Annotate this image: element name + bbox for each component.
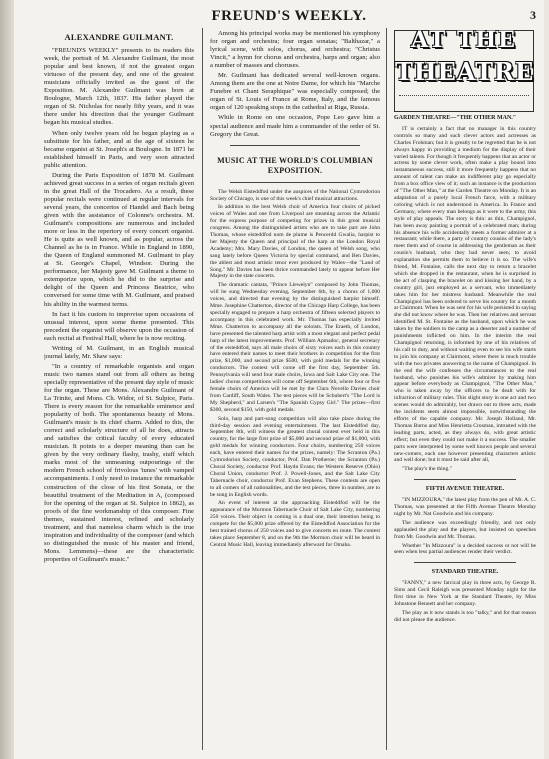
paragraph: "IN MIZZOURA," the latest play from the pen of Mr. A. C. Thomas, was presented at the Fifth Avenue Theatre Monday night by Mr. Nat Goodwin and his company. [394,497,536,517]
garden-theatre-review [394,126,536,473]
column-rule [386,28,387,750]
fifth-avenue-review [394,497,536,556]
masthead-title: FREUND'S WEEKLY. [211,8,367,24]
paragraph: During the Paris Exposition of 1878 M. Guilmant achieved great success in a series of organ recitals given in the great Hall of the Trocadero. As a result, these popular recitals were continued at regular intervals for several years, the concertos of Handel and Bach being given with the assistance of Colonne's orchestra. M. Guilmant's compositions are numerous and included more or less in the repertory of every concert organist. He is quite as well known, and as popular, across the Channel as he is in France. While in England in 1890, the Queen of England summoned M. Guilmant to play at St. George's Chapel, Windsor. During the performance, her Majesty gave M. Guilmant a theme to extemporize upon, which he did to the surprise and delight of the Queen and Princess Beatrice, who conversed for some time with M. Guilmant, and praised his ability in the warmest terms. [44,171,194,308]
paragraph: The dramatic cantata, "Prince Llewelyn" composed by John Thomas, will be sung Wednesday evening, September 6th, by a chorus of 1,000 voices, and directed that evening by the distinguished harpist himself. Mme. Josephine Chatterton, director of the Chicago Harp College, has been specially engaged to prepare a harp orchestra of fifteen selected players to accompany in this celebrated work. Mr. Thomas has especially invited Mme. Chatterton to accompany all the soloists. The Eraeth, of London, have presented the talented harp artist with a most elegant and perfect pedal harp of the latest improvements. Prof. William Apmadoc, general secretary of the eisteddfod, says all male choirs of sixty voices each in this country have entered their names to meet their brothers in competition for the first prize, $1,000, and second prize $500, with gold medals for the winning conductors. The contest will come off the first day, September 5th. Pennsylvania will send four male choirs, Iowa and Salt Lake City one. The ladies' chorus competitions will come off September 6th, where four or five female choirs of America will be met by the Clara Novello Davies choir from Cardiff, South Wales. The test pieces will be Schubert's "The Lord is My Shepherd," and Larsen's "The Spanish Gypsy Girl." The prizes—first $300, second $150, with gold medals. [210,282,380,413]
guilmant-article-body [44,47,194,564]
fifth-avenue-heading: FIFTH AVENUE THEATRE. [425,485,505,493]
article-heading-guilmant: ALEXANDRE GUILMANT. [64,32,174,42]
column-exposition [210,30,380,750]
logo-text-line-2: THEATRE [395,57,535,86]
garden-theatre-caption: GARDEN THEATRE—"THE OTHER MAN." [394,115,517,121]
page-number: 3 [530,8,536,22]
article-heading-exposition: MUSIC AT THE WORLD'S COLUMBIAN EXPOSITION. [217,155,373,175]
standard-theatre-heading: STANDARD THEATRE. [431,568,499,576]
paragraph: The Welsh Eisteddfod under the auspices of the National Cymrodorion Society of Chicago, is one of this week's chief musical attractions. [210,188,380,202]
divider [230,145,360,146]
paragraph: "In a country of remarkable organists and organ music two names stand out from all others as being specially representative of the present day style of music for the organ. These are Mons. Alexandre Guilmant of La Trinite, and Mons. Ch. Widor, of St. Sulpice, Paris. There is every reason for the remarkable eminence and popularity of both. The spontaneous beauty of Mons. Guilmant's music is its chief charm. Added to this, the correct and scholarly structure of all he does, attracts and satisfies the critical faculty of every educated musician. It points to a deeper meaning than can be given by the very ordinary flashy, trashy, stuff which marks most of the unmeaning outpourings of the modern French school of frivolous 'tunes' with vamped accompaniments. I only need to instance the remarkable construction of the close of his first Sonata, or the beautiful treatment of the Meditation in A, (composed for the opening of the organ at St. Sulpice in 1862), as proofs of the fine workmanship of this composer. Fine themes, sustained interest, refined and scholarly treatment, and that nameless charm which is the true inspiration and individuality of the composer (and which so distinguished the music of his master and friend, Mons. Lemmens)—these are the characteristic properties of Guilmant's music." [44,362,194,563]
paragraph: In fact it his custom to improvise upon occasions of unusual interest, upon some theme presented. This precedent the organist will observe upon the occasion of each recital at Festival Hall, where he is now reciting. [44,310,194,342]
paragraph: An event of interest at the approaching Eisteddfod will be the appearance of the Mormon Tabernacle Choir of Salt Lake City, numbering 250 voices. Their object in coming is a dual one, their intention being to compete for the $5,000 prize offered by the Eisteddfod Association for the best trained chorus of 250 voices and to give concerts en route. The contest takes place September 8, and on the 9th the Mormon choir will be heard in Central Music Hall, leaving immediately afterward for Omaha. [210,500,380,548]
standard-theatre-review [394,580,536,623]
logo-text-line-1: AT THE [411,30,517,53]
column-guilmant [44,30,194,750]
paragraph: Among his principal works may be mentioned his symphony for organ and orchestra; four organ sonatas; "Balthazar," a lyrical scene, with solos, chorus, and orchestra; "Christus Vincit," a hymn for chorus and orchestra, harps and organ; also a number of masses and choruses. [210,30,380,70]
newspaper-page [14,0,544,759]
guilmant-article-continued [210,30,380,139]
paragraph: The play as it now stands is too "talky," and for that reason did not please the audience. [394,609,536,623]
paragraph: "FREUND'S WEEKLY" presents to its readers this week, the portrait of M. Alexandre Guilmant, the most popular and best known, if not the greatest organ virtuoso of the present day, and one of the greatest musicians officially invited as the guest of the Exposition. M. Alexandre Guilmant was born at Boulogne, March 12th, 1837. His father played the organ of St. Nicholas for nearly fifty years, and it was there under his direction that the younger Guilmant began his musical studies. [44,47,194,127]
paragraph: When only twelve years old he began playing as a substitute for his father, and at the age of sixteen he became organist at St. Joseph's at Boulogne. In 1871 he established himself in Paris, and very soon attracted public attention. [44,129,194,169]
exposition-article-body [210,189,380,549]
scan-binding-shadow [0,0,14,759]
paragraph: Writing of M. Guilmant, in an English musical journal lately, Mr. Shaw says: [44,344,194,360]
column-rule [202,28,203,750]
paragraph: Whether "In Mizzoura" is a decided success or not will be seen when less partial audiences render their verdict. [394,542,536,556]
at-the-theatre-logo [394,30,534,112]
divider [414,479,516,480]
column-theatre [394,30,536,750]
paragraph: Mr. Guilmant has dedicated several well-known organs. Among them are the one at Notre Dame, for which his "Marche Funebre et Chant Seraphique" was especially composed; the organ of St. Louis of France at Rome, Italy, and the famous organ of 120 speaking stops in the cathedral at Riga, Russia. [210,72,380,112]
paragraph: In addition to the best Welsh choir of America four choirs of picked voices of Wales and one from Liverpool are steaming across the Atlantic for the express purpose of competing for prizes in this great musical congress. Among the distinguished artists who are to take part are John Thomas, whose eisteddfod nom de plume is Pencerdd Gwalia, harpist to her Majesty the Queen and principal of the harp at the London Royal Academy; Mrs. Mary Davies, of London, the queen of Welsh song, who sang lately before Queen Victoria by special command, and Ben Davies, the ablest and most artistic tenor ever produced by Wales—the "Land of Song." Mr. Davies has been thrice commanded lately to appear before Her Majesty in the state concerts. [210,204,380,280]
paragraph: "FANNY," a new farcical play in three acts, by George R. Sims and Cecil Raleigh was presented Monday night for the first time in New York at the Standard Theatre, by Miss Johnstone Bennett and her company. [394,580,536,607]
divider [230,182,360,183]
paragraph: Solo, harp and part-song competition will also take place during the third-day session and evening entertainment. The last Eisteddfod day, September 8th, will witness the greatest choral contest ever held in this country, for the large first prize of $5,000 and second prize of $1,000, with gold medals for winning conductors. Four choirs, numbering 250 voices each, have entered their names for the prizes, namely: The Scranton (Pa.) Cymrodorion Society, conductor, Prof. Dan Protheroe; the Scranton (Pa.) Choral Society, conductor Prof. Haydn Evans; the Western Reserve (Ohio) Choral Union, conductor Prof. J. Powell-Jones, and the Salt Lake City Tabernacle choir, conductor Prof. Evan Stephens. These contests are open to all comers of all nationalities, and the test pieces, three in number, are to be sung in English words. [210,415,380,498]
paragraph: The audience was exceedingly friendly, and not only applauded the play and the players, but insisted on speeches from Mr. Goodwin and Mr. Thomas. [394,519,536,540]
paragraph: IT is certainly a fact that no manager in this country controls so many and such clever actors and actresses as Charles Frohman; but it is greatly to be regretted that he is not always happy in providing a medium for the display of their varied talents. For though it frequently happens that an actor or actress by some clever work, often make a play bound into instantaneous success, still it more frequently happens that no amount of talent can make an indifferent play go especially from a box office view of it; such an instance is the production of "The Other Man," at the Garden Theatre on Monday. It is an adaptation of a purely local French farce, with a military coloring which is not understood in America. In France and Germany, where every man belongs as it were to the army, this style of play appeals. The story is thin: as thin, Champignol, has been away painting a portrait of a celebrated man; during his absence his wife accidentally meets a former admirer at a restaurant; while there, a party of country cousins of the lady's meet them and of course in addressing the gentleman as their cousin's husband, who they had never seen; to avoid explanation she permits them to believe it is so. The wife's friend, M. Fontaine, calls the next day to return a bracelet which she dropped in the restaurant, when he is surprised in the act of clasping the bracelet on and kissing her hand, by a country girl, just employed as a servant, who immediately takes him for her mistress husband. Meanwhile the real Champignol has been ordered to serve his country for a month at Clairmont. When he was sent for his wife persisted in saying she did not know where he was. Then her relatives and servant identified M. St. Fontaine as the husband, upon which he was taken by the soldiers to the camp as a deserter and a number of punishments inflicted on him. In the interim the real Champignol returning, is informed by one of his relatives of his call to duty, and without waiting even to see his wife starts to join his company at Clairmont, where there is much trouble with the two privates answering to the name of Champignol. In the end the wife confesses the circumstances to the real husband, who punishes his wife's admirer by making him appear before everybody as Champignol, "The Other Man," who is taken away by the officers to be dealt with for infraction of military rules. This slight story in one act and two scenes would do admirably, but drawn out to three acts, made the incidents seem almost impossible, notwithstanding the efforts of the capable company. Mr. Joseph Holland, Mr. Thomas Burns and Miss Henrietta Crosman, intrusted with the leading parts, acted, as they always do, with great artistic effect; but even they could not make it a success. The smaller parts were interpreted by some well known people and several new-comers, each one however presenting characters artistic and well done; but it must be said after all, [394,125,536,464]
logo-figures-illustration [399,95,529,109]
paragraph: "The play's the thing." [402,466,453,473]
paragraph: While in Rome on one occasion, Pope Leo gave him a special audience and made him a commander of the order of St. Gregory the Great. [210,114,380,138]
divider [414,562,516,563]
